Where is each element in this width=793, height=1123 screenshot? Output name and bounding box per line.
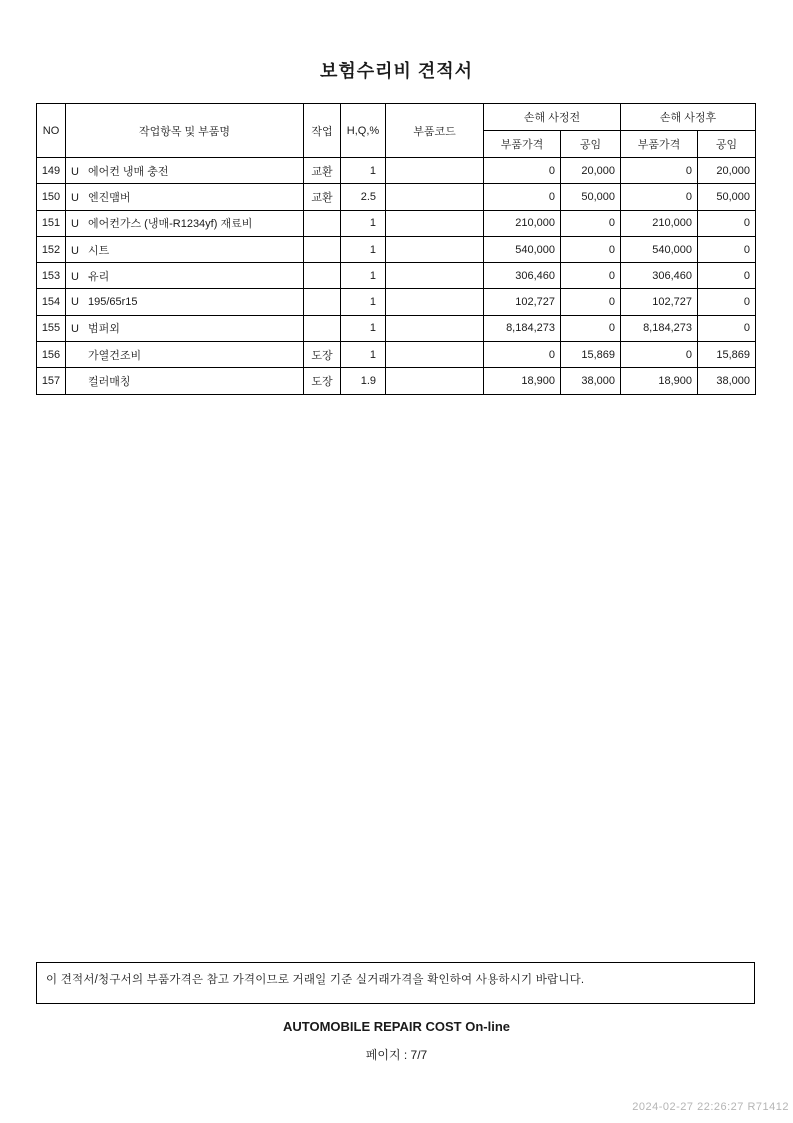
header-before-labor: 공임 xyxy=(561,131,621,158)
cell-before-labor: 0 xyxy=(561,289,621,315)
table-header xyxy=(37,104,756,158)
cell-before-part-price: 540,000 xyxy=(484,236,561,262)
cell-part-code xyxy=(386,184,484,210)
cell-before-part-price: 8,184,273 xyxy=(484,315,561,341)
cell-before-labor: 0 xyxy=(561,263,621,289)
cell-part-code xyxy=(386,368,484,394)
item-name-text: 시트 xyxy=(88,244,110,257)
notice-box xyxy=(36,962,755,1004)
cell-work-type xyxy=(304,210,341,236)
table-row xyxy=(37,315,756,341)
cell-part-code xyxy=(386,289,484,315)
cell-before-part-price: 0 xyxy=(484,342,561,368)
item-name-text: 컬러매칭 xyxy=(88,376,131,389)
header-before-assessment: 손해 사정전 xyxy=(484,104,621,131)
cell-after-labor: 0 xyxy=(698,315,756,341)
u-marker: U xyxy=(71,296,79,309)
table-row xyxy=(37,342,756,368)
cell-no: 151 xyxy=(37,210,66,236)
u-marker: U xyxy=(71,323,79,336)
cell-item-name xyxy=(66,342,304,368)
header-hq: H,Q,% xyxy=(341,104,386,158)
cell-no: 155 xyxy=(37,315,66,341)
u-marker: U xyxy=(71,270,79,283)
page-title: 보험수리비 견적서 xyxy=(319,61,474,81)
estimate-table xyxy=(36,103,756,395)
u-marker: U xyxy=(71,218,79,231)
cell-before-labor: 20,000 xyxy=(561,158,621,184)
header-after-part-price: 부품가격 xyxy=(621,131,698,158)
cell-after-part-price: 102,727 xyxy=(621,289,698,315)
item-name-text: 에어컨 냉매 충전 xyxy=(88,165,169,178)
cell-before-labor: 0 xyxy=(561,236,621,262)
cell-after-part-price: 8,184,273 xyxy=(621,315,698,341)
header-after-assessment: 손해 사정후 xyxy=(621,104,756,131)
table-row xyxy=(37,158,756,184)
cell-after-labor: 15,869 xyxy=(698,342,756,368)
cell-work-type: 도장 xyxy=(304,368,341,394)
header-no: NO xyxy=(37,104,66,158)
table-row xyxy=(37,184,756,210)
u-marker: U xyxy=(71,165,79,178)
cell-item-name xyxy=(66,210,304,236)
cell-before-labor: 0 xyxy=(561,210,621,236)
cell-hq-percent: 1 xyxy=(341,263,386,289)
cell-after-labor: 38,000 xyxy=(698,368,756,394)
cell-no: 153 xyxy=(37,263,66,289)
cell-after-labor: 0 xyxy=(698,289,756,315)
cell-hq-percent: 1 xyxy=(341,342,386,368)
cell-work-type xyxy=(304,315,341,341)
cell-work-type: 도장 xyxy=(304,342,341,368)
cell-hq-percent: 2.5 xyxy=(341,184,386,210)
cell-hq-percent: 1 xyxy=(341,315,386,341)
item-name-text: 가열건조비 xyxy=(88,349,142,362)
cell-after-labor: 0 xyxy=(698,236,756,262)
cell-after-labor: 0 xyxy=(698,210,756,236)
cell-before-labor: 38,000 xyxy=(561,368,621,394)
cell-no: 149 xyxy=(37,158,66,184)
cell-after-part-price: 0 xyxy=(621,158,698,184)
footer-brand: AUTOMOBILE REPAIR COST On-line xyxy=(282,1019,511,1034)
cell-after-labor: 0 xyxy=(698,263,756,289)
item-name-text: 에어컨가스 (냉매-R1234yf) 재료비 xyxy=(88,218,253,231)
cell-before-labor: 50,000 xyxy=(561,184,621,210)
cell-before-labor: 0 xyxy=(561,315,621,341)
cell-work-type: 교환 xyxy=(304,184,341,210)
header-before-part-price: 부품가격 xyxy=(484,131,561,158)
cell-hq-percent: 1.9 xyxy=(341,368,386,394)
cell-before-part-price: 18,900 xyxy=(484,368,561,394)
header-item: 작업항목 및 부품명 xyxy=(66,104,304,158)
cell-item-name xyxy=(66,158,304,184)
cell-work-type xyxy=(304,263,341,289)
cell-part-code xyxy=(386,210,484,236)
cell-part-code xyxy=(386,236,484,262)
cell-after-part-price: 306,460 xyxy=(621,263,698,289)
table-row xyxy=(37,236,756,262)
cell-after-labor: 50,000 xyxy=(698,184,756,210)
item-name-text: 195/65r15 xyxy=(88,296,138,309)
notice-text: 이 견적서/청구서의 부품가격은 참고 가격이므로 거래일 기준 실거래가격을 확인하여 사용하시기 바랍니다. xyxy=(46,974,585,986)
cell-no: 154 xyxy=(37,289,66,315)
cell-work-type xyxy=(304,289,341,315)
cell-part-code xyxy=(386,263,484,289)
cell-hq-percent: 1 xyxy=(341,289,386,315)
cell-hq-percent: 1 xyxy=(341,158,386,184)
cell-before-labor: 15,869 xyxy=(561,342,621,368)
cell-before-part-price: 0 xyxy=(484,184,561,210)
item-name-text: 엔진맴버 xyxy=(88,191,131,204)
cell-after-part-price: 540,000 xyxy=(621,236,698,262)
cell-after-part-price: 210,000 xyxy=(621,210,698,236)
cell-no: 156 xyxy=(37,342,66,368)
cell-after-labor: 20,000 xyxy=(698,158,756,184)
cell-part-code xyxy=(386,158,484,184)
cell-work-type xyxy=(304,236,341,262)
cell-after-part-price: 0 xyxy=(621,184,698,210)
item-name-text: 범퍼외 xyxy=(88,323,120,336)
header-after-labor: 공임 xyxy=(698,131,756,158)
cell-part-code xyxy=(386,315,484,341)
header-work: 작업 xyxy=(304,104,341,158)
cell-before-part-price: 102,727 xyxy=(484,289,561,315)
cell-before-part-price: 0 xyxy=(484,158,561,184)
cell-item-name xyxy=(66,315,304,341)
page-number-label: 페이지 : 7/7 xyxy=(365,1048,428,1062)
cell-item-name xyxy=(66,368,304,394)
cell-no: 152 xyxy=(37,236,66,262)
item-name-text: 유리 xyxy=(88,270,110,283)
cell-item-name xyxy=(66,289,304,315)
cell-item-name xyxy=(66,263,304,289)
cell-no: 150 xyxy=(37,184,66,210)
cell-item-name xyxy=(66,236,304,262)
cell-part-code xyxy=(386,342,484,368)
table-row xyxy=(37,289,756,315)
cell-before-part-price: 210,000 xyxy=(484,210,561,236)
cell-after-part-price: 18,900 xyxy=(621,368,698,394)
table-row xyxy=(37,210,756,236)
cell-no: 157 xyxy=(37,368,66,394)
u-marker: U xyxy=(71,244,79,257)
cell-hq-percent: 1 xyxy=(341,210,386,236)
cell-after-part-price: 0 xyxy=(621,342,698,368)
cell-before-part-price: 306,460 xyxy=(484,263,561,289)
cell-item-name xyxy=(66,184,304,210)
table-body xyxy=(37,158,756,395)
table-row xyxy=(37,263,756,289)
table-row xyxy=(37,368,756,394)
cell-hq-percent: 1 xyxy=(341,236,386,262)
print-timestamp: 2024-02-27 22:26:27 R71412 xyxy=(632,1101,789,1113)
cell-work-type: 교환 xyxy=(304,158,341,184)
header-part-code: 부품코드 xyxy=(386,104,484,158)
u-marker: U xyxy=(71,191,79,204)
